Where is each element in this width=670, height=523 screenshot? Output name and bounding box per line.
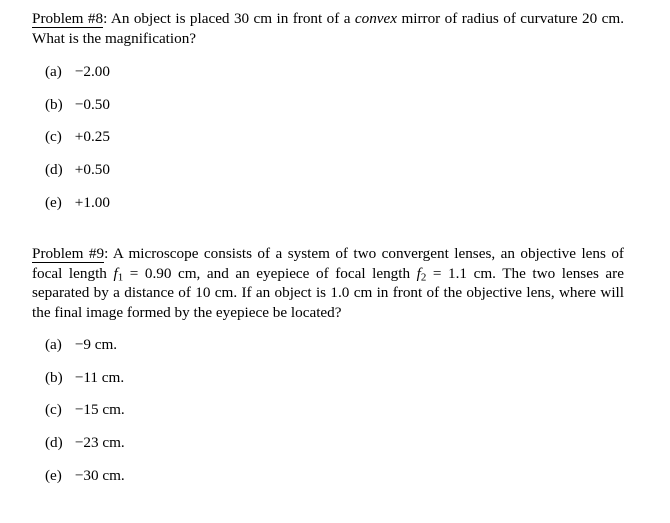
choice-value: +0.50 — [74, 161, 110, 179]
f1-symbol: f — [113, 264, 118, 282]
choice-label: (d) — [45, 434, 63, 452]
choice-label: (b) — [45, 368, 63, 386]
choice-label: (b) — [45, 95, 63, 113]
problem-9-text-3: = 1.1 cm. The two lenses are separated by a distance of 10 cm. If an object is 1.0 cm in front of the objective lens, where will the final image formed by the eyepiece be located? — [32, 264, 624, 321]
choice-value: −23 cm. — [74, 434, 125, 452]
problem-9-title: Problem #9 — [32, 245, 105, 262]
choice-item — [45, 160, 110, 193]
choice-item — [45, 95, 110, 128]
choice-label: (e) — [45, 466, 62, 484]
choice-item — [45, 127, 110, 160]
choice-value: −15 cm. — [74, 401, 125, 419]
choice-item — [45, 466, 125, 499]
choice-item — [45, 368, 125, 401]
choice-label: (a) — [45, 63, 62, 80]
problem-9-text-2: = 0.90 cm, and an eyepiece of focal length — [123, 264, 417, 282]
problem-9-statement — [32, 244, 624, 322]
choice-item — [45, 193, 110, 226]
choice-label: (e) — [45, 193, 62, 211]
choice-label: (d) — [45, 161, 63, 179]
problem-8-choices — [45, 62, 110, 225]
problem-8-text-2: mirror of radius of curvature 20 cm. What is the magnification? — [32, 10, 624, 47]
f2-subscript: 2 — [420, 271, 427, 284]
problem-9-text-1: : A microscope consists of a system of two convergent lenses, an objective lens of focal length — [32, 245, 624, 282]
choice-item — [45, 433, 125, 466]
problem-8-text-1: : An object is placed 30 cm in front of a — [103, 10, 355, 27]
choice-value: −30 cm. — [74, 466, 125, 484]
choice-item — [45, 62, 110, 95]
problem-8-statement — [32, 9, 624, 48]
choice-value: −2.00 — [74, 63, 110, 80]
choice-label: (c) — [45, 128, 62, 146]
f2-symbol: f — [416, 264, 421, 282]
choice-label: (a) — [45, 336, 62, 353]
choice-value: −9 cm. — [74, 336, 118, 353]
choice-value: −11 cm. — [74, 368, 125, 386]
problem-8-title: Problem #8 — [32, 10, 104, 27]
choice-value: −0.50 — [74, 95, 110, 113]
choice-item — [45, 335, 125, 368]
choice-item — [45, 400, 125, 433]
choice-value: +0.25 — [74, 128, 110, 146]
choice-value: +1.00 — [74, 193, 110, 211]
choice-label: (c) — [45, 401, 62, 419]
problem-8-italic-word: convex — [354, 10, 398, 27]
problem-9-choices — [45, 335, 125, 498]
f1-subscript: 1 — [117, 271, 124, 284]
